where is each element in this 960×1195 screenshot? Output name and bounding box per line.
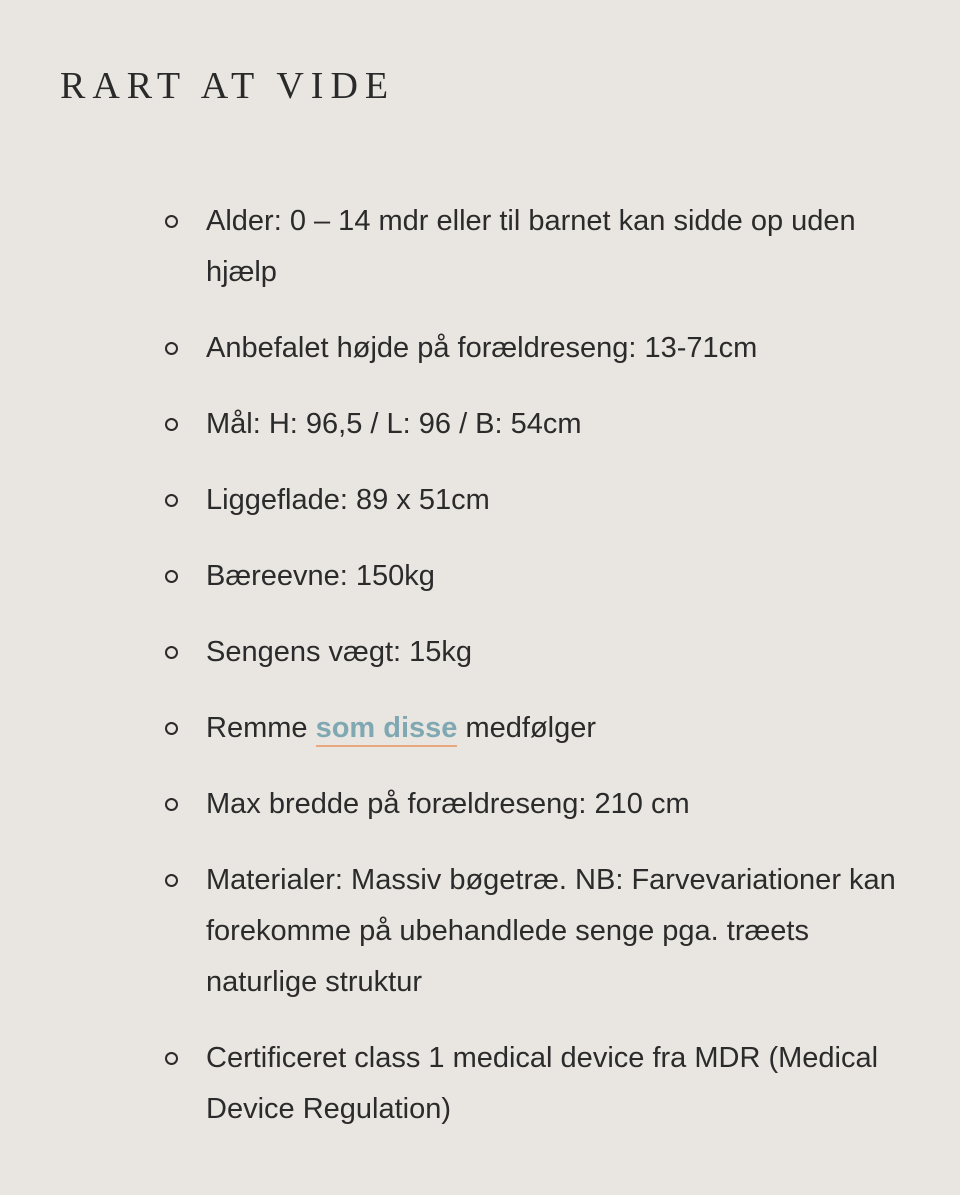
bullet-circle-icon xyxy=(165,874,178,887)
list-item-text: Max bredde på forældreseng: 210 cm xyxy=(206,788,690,820)
list-item-max-width xyxy=(0,779,960,830)
list-item-dimensions xyxy=(0,399,960,450)
list-item-text: Alder: 0 – 14 mdr eller til barnet kan sidde op uden hjælp xyxy=(206,205,856,288)
list-item-text: Bæreevne: 150kg xyxy=(206,560,435,592)
list-item-materials xyxy=(0,855,960,1008)
bullet-circle-icon xyxy=(165,798,178,811)
list-item-bed-weight xyxy=(0,627,960,678)
list-item-age xyxy=(0,196,960,298)
list-item-text: Anbefalet højde på forældreseng: 13-71cm xyxy=(206,332,758,364)
bullet-circle-icon xyxy=(165,570,178,583)
list-item-certification xyxy=(0,1033,960,1135)
bullet-circle-icon xyxy=(165,215,178,228)
bullet-circle-icon xyxy=(165,342,178,355)
list-item-text-before: Remme xyxy=(206,712,316,744)
info-list xyxy=(0,196,960,1160)
list-item-text: Mål: H: 96,5 / L: 96 / B: 54cm xyxy=(206,408,582,440)
list-item-text: Certificeret class 1 medical device fra MDR (Medical Device Regulation) xyxy=(206,1042,879,1125)
list-item-text: Liggeflade: 89 x 51cm xyxy=(206,484,490,516)
bullet-circle-icon xyxy=(165,722,178,735)
list-item-straps xyxy=(0,703,960,754)
straps-link[interactable]: som disse xyxy=(316,712,458,747)
bullet-circle-icon xyxy=(165,646,178,659)
section-title: RART AT VIDE xyxy=(60,65,396,107)
list-item-recommended-height xyxy=(0,323,960,374)
bullet-circle-icon xyxy=(165,1052,178,1065)
list-item-lying-surface xyxy=(0,475,960,526)
list-item-text-after: medfølger xyxy=(457,712,597,744)
bullet-circle-icon xyxy=(165,494,178,507)
list-item-text: Sengens vægt: 15kg xyxy=(206,636,473,668)
bullet-circle-icon xyxy=(165,418,178,431)
list-item-text: Materialer: Massiv bøgetræ. NB: Farvevariationer kan forekomme på ubehandlede senge pga. træets naturlige struktur xyxy=(206,864,896,998)
list-item-load-capacity xyxy=(0,551,960,602)
